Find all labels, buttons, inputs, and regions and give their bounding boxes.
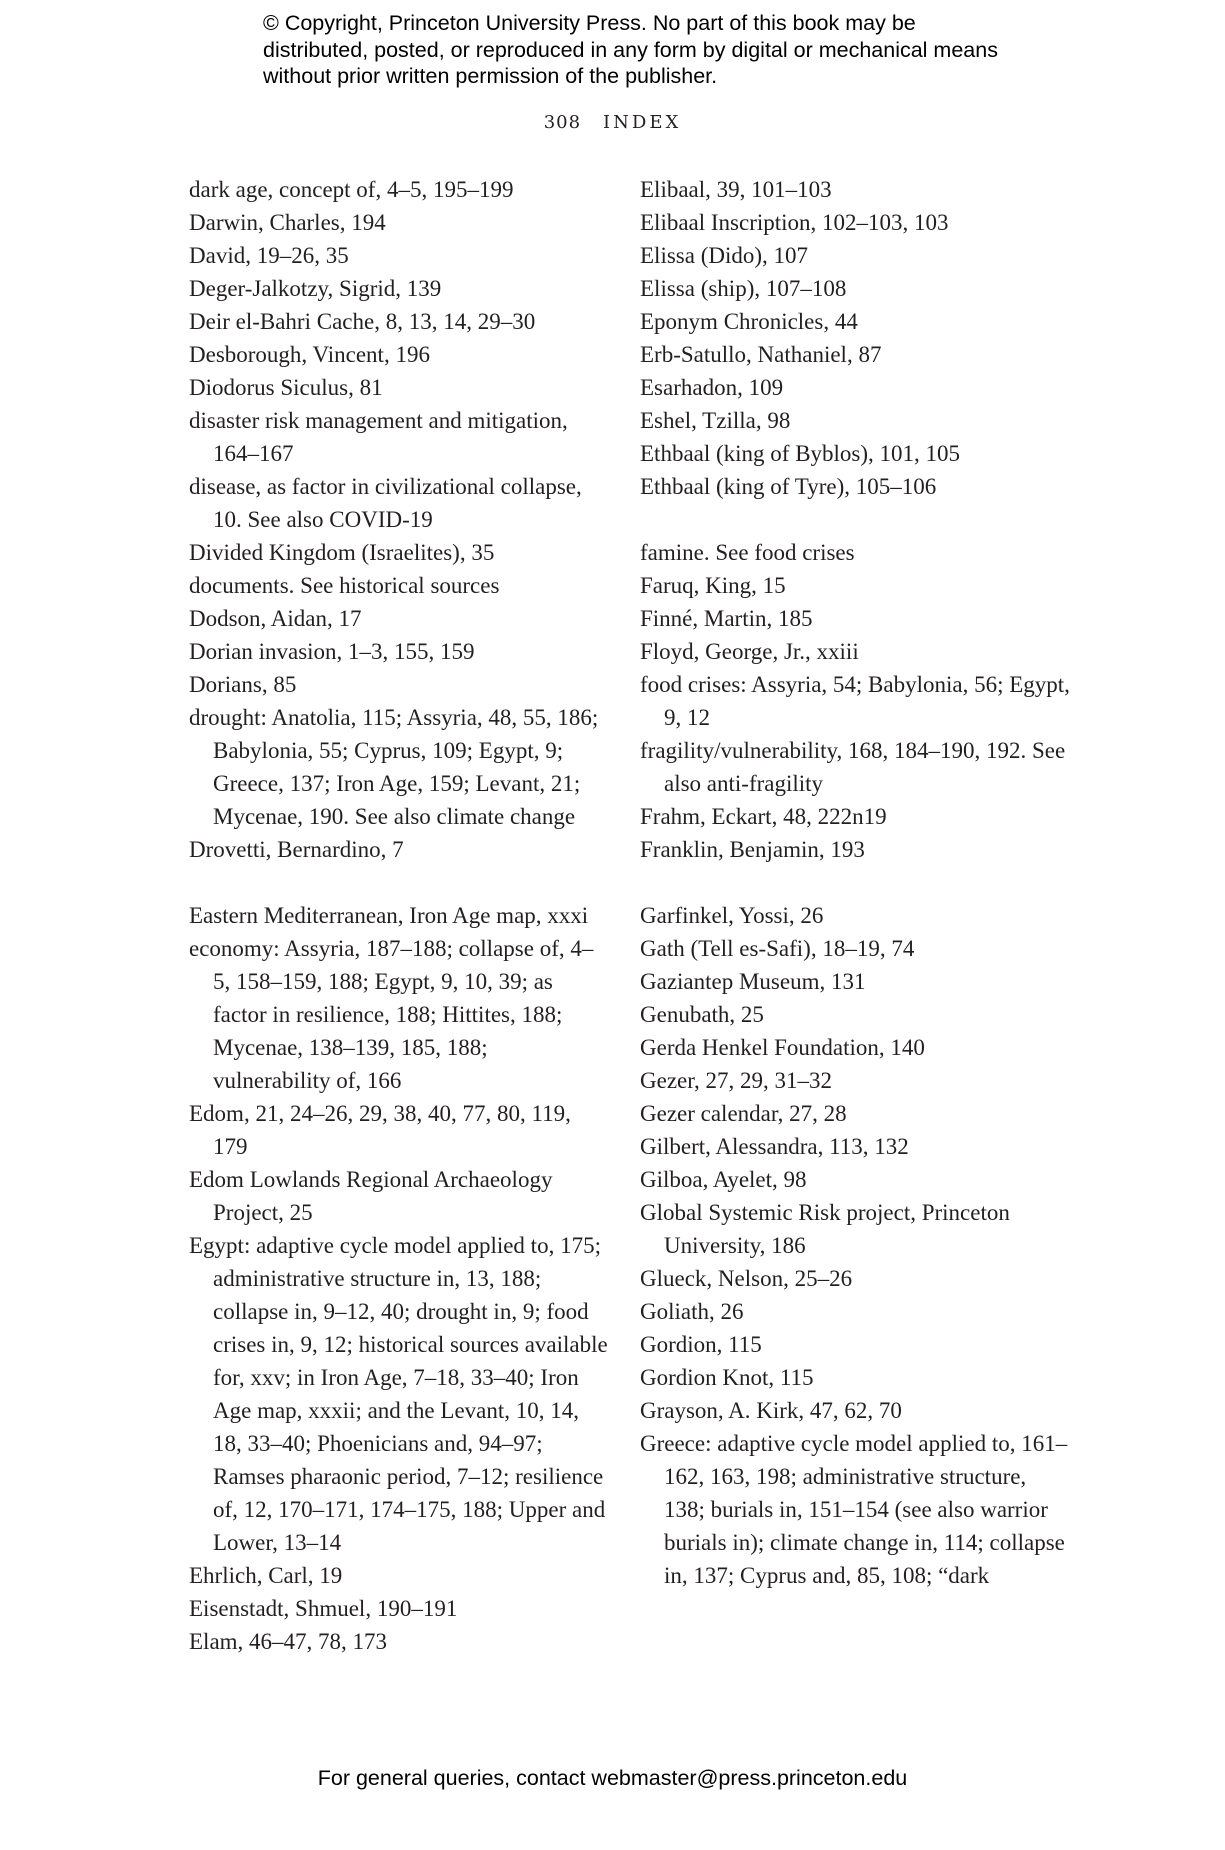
index-entry: Dorian invasion, 1–3, 155, 159 xyxy=(189,639,475,664)
index-entry: dark age, concept of, 4–5, 195–199 xyxy=(189,177,514,202)
index-entry: Eponym Chronicles, 44 xyxy=(640,309,858,334)
index-entry: Edom Lowlands Regional Archaeology Project, 25 xyxy=(189,1167,553,1225)
index-entry: Dorians, 85 xyxy=(189,672,297,697)
index-entry: Finné, Martin, 185 xyxy=(640,606,813,631)
index-entry: Deir el-Bahri Cache, 8, 13, 14, 29–30 xyxy=(189,309,536,334)
index-entry: Gerda Henkel Foundation, 140 xyxy=(640,1035,925,1060)
index-entry: economy: Assyria, 187–188; collapse of, 4–5, 158–159, 188; Egypt, 9, 10, 39; as factor in resilience, 188; Hittites, 188; Mycenae, 138–139, 185, 188; vulnerability of, 166 xyxy=(189,936,594,1093)
index-entry: Elissa (Dido), 107 xyxy=(640,243,809,268)
letter-gap xyxy=(640,503,1070,536)
index-entry: Ethbaal (king of Tyre), 105–106 xyxy=(640,474,937,499)
index-entry: Erb-Satullo, Nathaniel, 87 xyxy=(640,342,882,367)
index-entry: Franklin, Benjamin, 193 xyxy=(640,837,865,862)
index-entry: Global Systemic Risk project, Princeton University, 186 xyxy=(640,1200,1010,1258)
index-entry: disease, as factor in civilizational collapse, 10. See also COVID-19 xyxy=(189,474,582,532)
index-column-right xyxy=(640,173,1070,1592)
index-entry: Gezer, 27, 29, 31–32 xyxy=(640,1068,832,1093)
index-entry: food crises: Assyria, 54; Babylonia, 56; Egypt, 9, 12 xyxy=(640,672,1070,730)
index-entry: Elibaal Inscription, 102–103, 103 xyxy=(640,210,949,235)
index-entry: famine. See food crises xyxy=(640,540,855,565)
index-entry: Gordion, 115 xyxy=(640,1332,762,1357)
index-entry: Garfinkel, Yossi, 26 xyxy=(640,903,824,928)
index-entry: Goliath, 26 xyxy=(640,1299,744,1324)
index-entry: Elibaal, 39, 101–103 xyxy=(640,177,832,202)
index-entry: Divided Kingdom (Israelites), 35 xyxy=(189,540,495,565)
index-entry: Gaziantep Museum, 131 xyxy=(640,969,866,994)
index-entry: documents. See historical sources xyxy=(189,573,500,598)
index-entry: Grayson, A. Kirk, 47, 62, 70 xyxy=(640,1398,902,1423)
index-entry: Gezer calendar, 27, 28 xyxy=(640,1101,847,1126)
index-entry: fragility/vulnerability, 168, 184–190, 192. See also anti-fragility xyxy=(640,738,1066,796)
index-entry: Gath (Tell es-Safi), 18–19, 74 xyxy=(640,936,915,961)
index-column-left xyxy=(189,173,609,1658)
index-entry: Dodson, Aidan, 17 xyxy=(189,606,362,631)
index-entry: Esarhadon, 109 xyxy=(640,375,784,400)
index-entry: Gilbert, Alessandra, 113, 132 xyxy=(640,1134,909,1159)
footer-contact: For general queries, contact webmaster@press.princeton.edu xyxy=(317,1766,908,1790)
letter-gap xyxy=(640,866,1070,899)
index-entry: Diodorus Siculus, 81 xyxy=(189,375,383,400)
index-entry: Frahm, Eckart, 48, 222n19 xyxy=(640,804,887,829)
copyright-notice: © Copyright, Princeton University Press. No part of this book may be distributed, posted, or reproduced in any form by digital or mechanical means without prior written permission of the publisher. xyxy=(263,11,998,88)
index-entry: Eshel, Tzilla, 98 xyxy=(640,408,791,433)
index-entry: Ethbaal (king of Byblos), 101, 105 xyxy=(640,441,961,466)
index-entry: Faruq, King, 15 xyxy=(640,573,786,598)
index-entry: Edom, 21, 24–26, 29, 38, 40, 77, 80, 119, 179 xyxy=(189,1101,571,1159)
index-entry: Ehrlich, Carl, 19 xyxy=(189,1563,343,1588)
running-head xyxy=(0,112,1225,133)
index-entry: Genubath, 25 xyxy=(640,1002,764,1027)
index-entry: Gordion Knot, 115 xyxy=(640,1365,814,1390)
index-entry: Deger-Jalkotzy, Sigrid, 139 xyxy=(189,276,442,301)
index-entry: disaster risk management and mitigation, 164–167 xyxy=(189,408,568,466)
index-entry: Darwin, Charles, 194 xyxy=(189,210,386,235)
index-entry: drought: Anatolia, 115; Assyria, 48, 55, 186; Babylonia, 55; Cyprus, 109; Egypt, 9; Greece, 137; Iron Age, 159; Levant, 21; Mycenae, 190. See also climate change xyxy=(189,705,599,829)
index-entry: Eastern Mediterranean, Iron Age map, xxxi xyxy=(189,903,589,928)
index-entry: Elam, 46–47, 78, 173 xyxy=(189,1629,388,1654)
letter-gap xyxy=(189,866,609,899)
page-number: 308 xyxy=(543,112,582,133)
index-entry: Egypt: adaptive cycle model applied to, 175; administrative structure in, 13, 188; collapse in, 9–12, 40; drought in, 9; food crises in, 9, 12; historical sources available for, xxv; in Iron Age, 7–18, 33–40; Iron Age map, xxxii; and the Levant, 10, 14, 18, 33–40; Phoenicians and, 94–97; Ramses pharaonic period, 7–12; resilience of, 12, 170–171, 174–175, 188; Upper and Lower, 13–14 xyxy=(189,1233,608,1555)
index-entry: Desborough, Vincent, 196 xyxy=(189,342,430,367)
index-entry: Floyd, George, Jr., xxiii xyxy=(640,639,859,664)
index-entry: Gilboa, Ayelet, 98 xyxy=(640,1167,807,1192)
index-entry: David, 19–26, 35 xyxy=(189,243,349,268)
section-title: INDEX xyxy=(603,112,682,133)
index-entry: Eisenstadt, Shmuel, 190–191 xyxy=(189,1596,458,1621)
index-entry: Drovetti, Bernardino, 7 xyxy=(189,837,404,862)
index-entry: Greece: adaptive cycle model applied to, 161–162, 163, 198; administrative structure, 138; burials in, 151–154 (see also warrior burials in); climate change in, 114; collapse in, 137; Cyprus and, 85, 108; “dark xyxy=(640,1431,1068,1588)
index-entry: Glueck, Nelson, 25–26 xyxy=(640,1266,853,1291)
index-entry: Elissa (ship), 107–108 xyxy=(640,276,847,301)
